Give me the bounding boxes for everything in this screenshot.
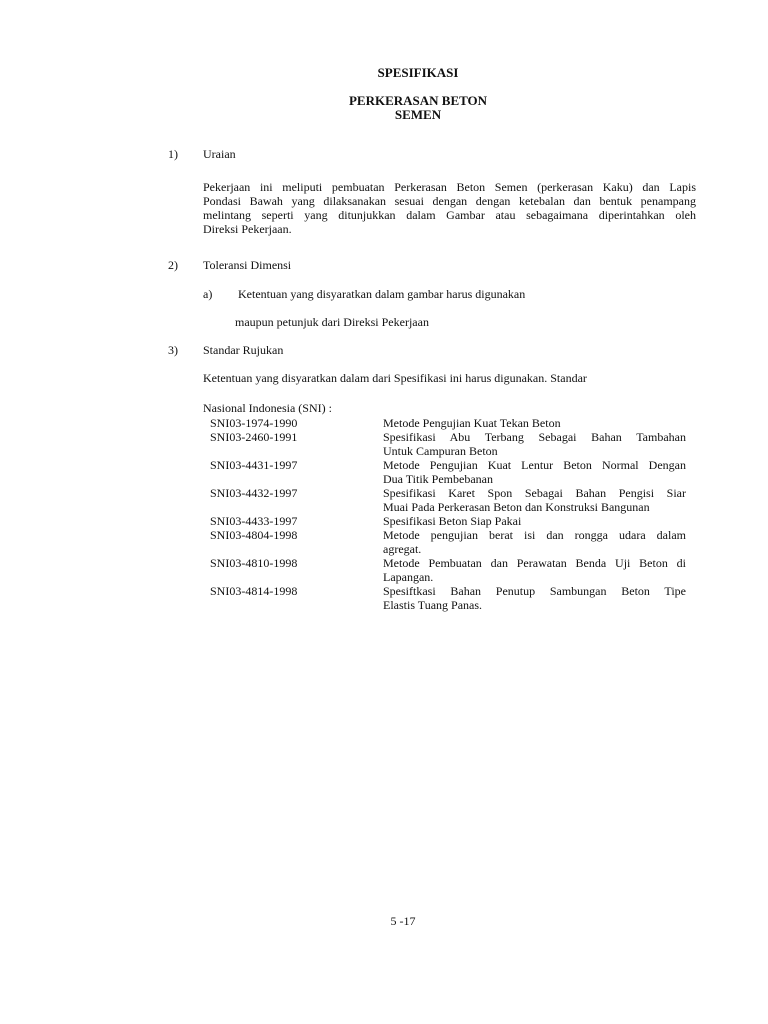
sni-description-line: Spesifikasi Karet Spon Sebagai Bahan Pengisi Siar bbox=[383, 486, 686, 500]
sni-description-line: Muai Pada Perkerasan Beton dan Konstruksi Bangunan bbox=[383, 500, 650, 514]
sni-description-line: Dua Titik Pembebanan bbox=[383, 472, 493, 486]
section-1-number: 1) bbox=[168, 147, 178, 161]
sni-code: SNI03-4804-1998 bbox=[210, 528, 298, 542]
sni-row bbox=[203, 528, 696, 556]
sni-code: SNI03-4432-1997 bbox=[210, 486, 298, 500]
section-3-heading: Standar Rujukan bbox=[203, 343, 284, 357]
section-2-item-line-1: Ketentuan yang disyaratkan dalam gambar harus digunakan bbox=[238, 287, 526, 301]
sni-row bbox=[203, 458, 696, 486]
section-2-heading: Toleransi Dimensi bbox=[203, 258, 292, 272]
sni-description-line: Lapangan. bbox=[383, 570, 434, 584]
section-2-number: 2) bbox=[168, 258, 178, 272]
sni-row bbox=[203, 486, 696, 514]
sni-description-line: Metode Pengujian Kuat Tekan Beton bbox=[383, 416, 561, 430]
sni-description-line: Spesifikasi Beton Siap Pakai bbox=[383, 514, 522, 528]
sni-code: SNI03-4433-1997 bbox=[210, 514, 298, 528]
sni-row bbox=[203, 416, 696, 430]
section-3-intro: Ketentuan yang disyaratkan dalam dari Spesifikasi ini harus digunakan. Standar bbox=[203, 371, 587, 385]
section-3-number: 3) bbox=[168, 343, 178, 357]
sni-description bbox=[383, 556, 686, 584]
sni-row bbox=[203, 430, 696, 458]
sni-row bbox=[203, 556, 696, 584]
sni-description bbox=[383, 514, 686, 528]
sni-description-line: Metode pengujian berat isi dan rongga udara dalam bbox=[383, 528, 686, 542]
sni-description-line: Spesifikasi Abu Terbang Sebagai Bahan Tambahan bbox=[383, 430, 686, 444]
sni-description bbox=[383, 528, 686, 556]
document-subtitle-line-1: PERKERASAN BETON bbox=[348, 93, 488, 108]
sni-description bbox=[383, 416, 686, 430]
sni-description-line: agregat. bbox=[383, 542, 422, 556]
sni-code: SNI03-2460-1991 bbox=[210, 430, 298, 444]
sni-label: Nasional Indonesia (SNI) : bbox=[203, 401, 332, 415]
section-2-item-marker: a) bbox=[203, 287, 213, 301]
sni-description-line: Metode Pengujian Kuat Lentur Beton Normal Dengan bbox=[383, 458, 686, 472]
sni-description bbox=[383, 430, 686, 458]
sni-description-line: Metode Pembuatan dan Perawatan Benda Uji Beton di bbox=[383, 556, 686, 570]
section-2-item-line-2: maupun petunjuk dari Direksi Pekerjaan bbox=[235, 315, 429, 329]
section-1-heading: Uraian bbox=[203, 147, 236, 161]
sni-row bbox=[203, 584, 696, 612]
section-1-paragraph bbox=[203, 180, 696, 236]
paragraph-line: melintang seperti yang ditunjukkan dalam Gambar atau sebagaimana diperintahkan oleh bbox=[203, 208, 696, 222]
sni-standards-list bbox=[203, 416, 696, 612]
sni-description-line: Elastis Tuang Panas. bbox=[383, 598, 483, 612]
sni-code: SNI03-4810-1998 bbox=[210, 556, 298, 570]
paragraph-line: Pekerjaan ini meliputi pembuatan Perkerasan Beton Semen (perkerasan Kaku) dan Lapis bbox=[203, 180, 696, 194]
sni-description bbox=[383, 584, 686, 612]
paragraph-line: Pondasi Bawah yang dilaksanakan sesuai dengan dengan ketebalan dan bentuk penampang bbox=[203, 194, 696, 208]
sni-row bbox=[203, 514, 696, 528]
paragraph-line: Direksi Pekerjaan. bbox=[203, 222, 292, 236]
sni-code: SNI03-1974-1990 bbox=[210, 416, 298, 430]
sni-code: SNI03-4814-1998 bbox=[210, 584, 298, 598]
sni-description-line: Untuk Campuran Beton bbox=[383, 444, 498, 458]
sni-description bbox=[383, 458, 686, 486]
page-number: 5 -17 bbox=[390, 914, 416, 928]
sni-code: SNI03-4431-1997 bbox=[210, 458, 298, 472]
document-title: SPESIFIKASI bbox=[377, 65, 459, 80]
sni-description-line: Spesiftkasi Bahan Penutup Sambungan Beton Tipe bbox=[383, 584, 686, 598]
document-subtitle-line-2: SEMEN bbox=[394, 107, 442, 122]
sni-description bbox=[383, 486, 686, 514]
